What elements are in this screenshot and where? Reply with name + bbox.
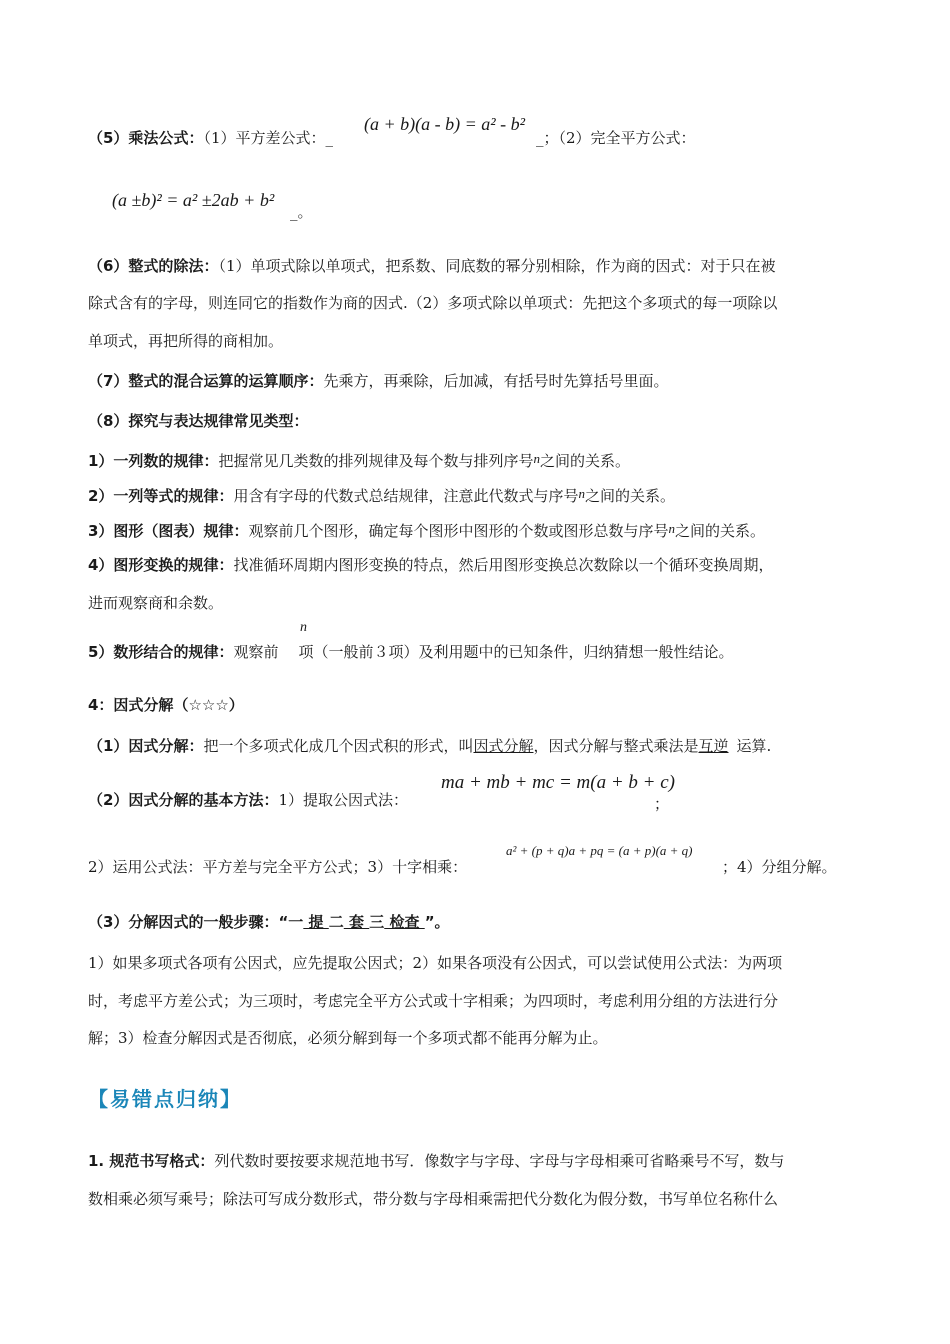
s8-r4b: 进而观察商和余数。 <box>88 594 224 612</box>
p1-underline-factor: 因式分解 <box>473 737 534 755</box>
p3-formula: a² + (p + q)a + pq = (a + p)(a + q) <box>506 843 693 858</box>
p4-q2: ”。 <box>424 913 450 931</box>
r1-label: 1）一列数的规律： <box>88 452 219 470</box>
r2-label: 2）一列等式的规律： <box>88 487 234 505</box>
s5-line-b <box>536 127 696 149</box>
s8-r5 <box>88 641 733 663</box>
s5-end: _。 <box>290 203 313 221</box>
r3-text-b: 之间的关系。 <box>674 522 765 540</box>
r5-text-b: 项（一般前３项）及利用题中的已知条件，归纳猜想一般性结论。 <box>298 643 734 661</box>
p4-label: （3）分解因式的一般步骤： <box>88 913 279 931</box>
r3-label: 3）图形（图表）规律： <box>88 522 249 540</box>
s8-r2 <box>88 483 675 507</box>
s6-line3: 单项式，再把所得的商相加。 <box>88 332 284 350</box>
r5-n-above: n <box>300 620 307 635</box>
p2-formula: ma + mb + mc = m(a + b + c) <box>441 772 676 793</box>
p4-step-extract: 提 <box>303 913 329 931</box>
s7-label: （7）整式的混合运算的运算顺序： <box>88 372 324 390</box>
s4-title: 4：因式分解（☆☆☆） <box>88 696 244 714</box>
p3-text-b: ；4）分组分解。 <box>722 858 837 876</box>
s7-text: 先乘方，再乘除，后加减，有括号时先算括号里面。 <box>323 372 669 390</box>
s8-label: （8）探究与表达规律常见类型： <box>88 412 309 430</box>
r2-text: 用含有字母的代数式总结规律，注意此代数式与序号 <box>233 487 579 505</box>
r1-text-b: 之间的关系。 <box>539 452 630 470</box>
r4-text: 找准循环周期内图形变换的特点，然后用图形变换总次数除以一个循环变换周期， <box>233 556 774 574</box>
p4-step-check: 检查 <box>384 913 425 931</box>
e1-line2: 数相乘必须写乘号；除法可写成分数形式，带分数与字母相乘需把代分数化为假分数，书写单位名称什么 <box>88 1190 779 1208</box>
errors-heading: 【易错点归纳】 <box>88 1087 242 1111</box>
s8-r1 <box>88 448 630 472</box>
r3-n: n <box>668 521 675 536</box>
p1-underline-inverse: 互逆 <box>698 737 729 755</box>
p5-line1: 1）如果多项式各项有公因式，应先提取公因式；2）如果各项没有公因式，可以尝试使用公式法：为两项 <box>88 954 783 972</box>
e1-label: 1. 规范书写格式： <box>88 1152 215 1170</box>
r1-n: n <box>533 451 540 466</box>
p4-step-apply: 套 <box>343 913 370 931</box>
p1-label: （1）因式分解： <box>88 737 204 755</box>
p4-two: 二 <box>328 913 344 931</box>
s5-label: （5）乘法公式： <box>88 129 204 147</box>
s4-p3 <box>88 856 467 878</box>
p2-text: 1）提取公因式法： <box>278 791 408 809</box>
p5-line2: 时，考虑平方差公式；为三项时，考虑完全平方公式或十字相乘；为四项时，考虑利用分组的方法进行分 <box>88 992 779 1010</box>
s5-sep: ； <box>543 129 559 147</box>
s6-text1: （1）单项式除以单项式，把系数、同底数的幂分别相除，作为商的因式：对于只在被 <box>218 257 776 275</box>
s6-line1 <box>88 255 776 277</box>
s7-line <box>88 370 668 392</box>
e1-text: 列代数时要按要求规范地书写．像数字与字母、字母与字母相乘可省略乘号不写，数与 <box>214 1152 785 1170</box>
r2-n: n <box>578 486 585 501</box>
p1-text-b: ，因式分解与整式乘法是 <box>533 737 699 755</box>
s6-line2: 除式含有的字母，则连同它的指数作为商的因式.（2）多项式除以单项式：先把这个多项式的每一项除以 <box>88 294 778 312</box>
r3-text: 观察前几个图形，确定每个图形中图形的个数或图形总数与序号 <box>248 522 669 540</box>
s5-formula2: (a ±b)² = a² ±2ab + b² <box>112 190 275 210</box>
s8-r4 <box>88 554 773 576</box>
p1-text: 把一个多项式化成几个因式积的形式，叫 <box>203 737 474 755</box>
r4-label: 4）图形变换的规律： <box>88 556 234 574</box>
s6-label: （6）整式的除法： <box>88 257 219 275</box>
s5-p1: （1）平方差公式： <box>203 129 326 147</box>
r5-label: 5）数形结合的规律： <box>88 643 234 661</box>
r5-text: 观察前 <box>233 643 279 661</box>
r1-text: 把握常见几类数的排列规律及每个数与排列序号 <box>218 452 534 470</box>
s4-p2 <box>88 789 408 811</box>
p2-label: （2）因式分解的基本方法： <box>88 791 279 809</box>
s5-blank-left: _ <box>325 129 333 147</box>
p2-end: ； <box>654 795 670 813</box>
s8-r3 <box>88 518 765 542</box>
r2-text-b: 之间的关系。 <box>584 487 675 505</box>
s4-p1 <box>88 735 771 757</box>
p4-three: 三 <box>369 913 385 931</box>
s5-p2: （2）完全平方公式： <box>558 129 696 147</box>
p3-text: 2）运用公式法：平方差与完全平方公式；3）十字相乘： <box>88 858 468 876</box>
s5-line <box>88 127 333 149</box>
s5-formula1: (a + b)(a - b) = a² - b² <box>364 114 526 134</box>
p1-text-c: 运算. <box>736 737 772 755</box>
s4-p4 <box>88 911 450 933</box>
e1-line1 <box>88 1150 784 1172</box>
p4-q1: “一 <box>278 913 304 931</box>
s5-blank-right: _ <box>536 129 544 147</box>
p5-line3: 解；3）检查分解因式是否彻底，必须分解到每一个多项式都不能再分解为止。 <box>88 1029 608 1047</box>
